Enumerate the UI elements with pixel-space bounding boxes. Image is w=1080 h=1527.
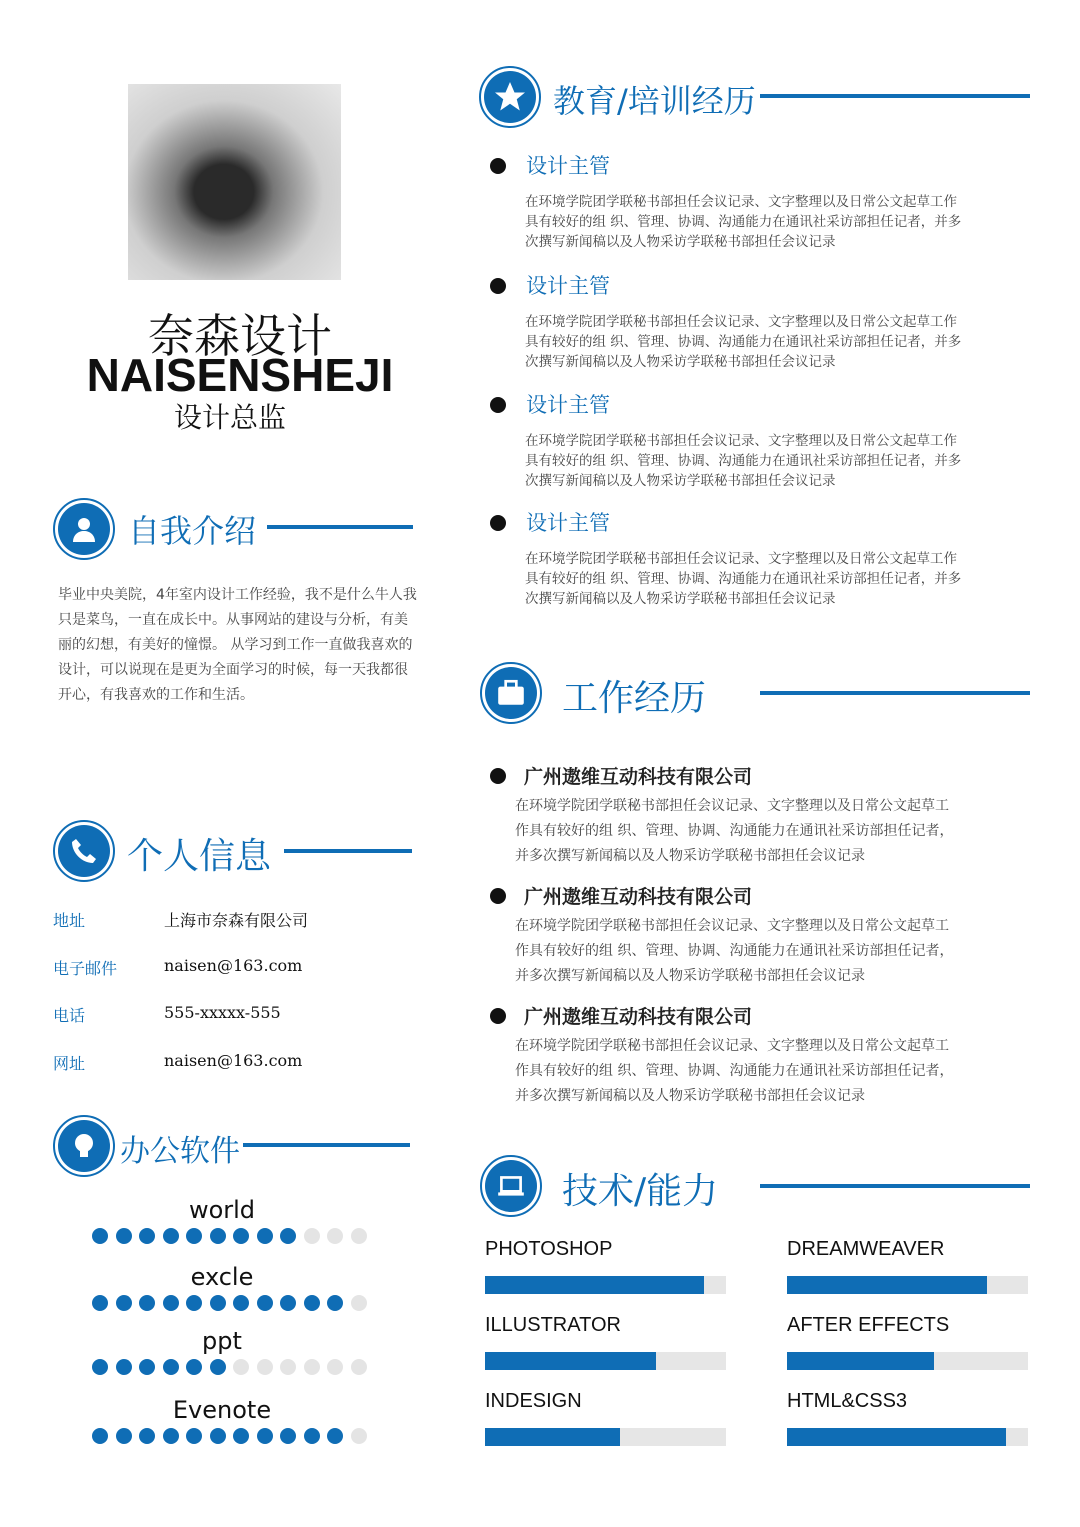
level-dot	[351, 1228, 367, 1244]
level-dot	[327, 1428, 343, 1444]
skill-bar-fill	[787, 1428, 1006, 1446]
level-dot	[257, 1228, 273, 1244]
section-title-info: 个人信息	[127, 836, 272, 877]
level-dot	[304, 1428, 320, 1444]
level-dot	[210, 1359, 226, 1375]
info-row	[53, 1003, 433, 1029]
education-desc: 在环境学院团学联秘书部担任会议记录、文字整理以及日常公文起草工作具有较好的组 织、管理、协调、沟通能力在通讯社采访部担任记者，并多次撰写新闻稿以及人物采访学联秘书部担任会议记录	[525, 551, 962, 607]
skill-dots	[92, 1428, 372, 1444]
skill-bar-fill	[787, 1352, 934, 1370]
level-dot	[304, 1359, 320, 1375]
info-value: naisen@163.com	[164, 955, 303, 975]
level-dot	[233, 1428, 249, 1444]
name-english: NAISENSHEJI	[86, 349, 394, 401]
level-dot	[257, 1359, 273, 1375]
divider	[760, 1184, 1030, 1188]
company-name: 广州遨维互动科技有限公司	[524, 1006, 753, 1028]
company-name: 广州遨维互动科技有限公司	[524, 766, 753, 788]
phone-icon	[53, 820, 115, 882]
job-title: 设计总监	[173, 401, 286, 434]
skill-bar	[485, 1428, 726, 1446]
info-row	[53, 908, 433, 934]
divider	[284, 849, 412, 853]
level-dot	[116, 1228, 132, 1244]
level-dot	[186, 1428, 202, 1444]
section-title-education: 教育/培训经历	[553, 82, 756, 120]
level-dot	[233, 1295, 249, 1311]
skill-bar	[787, 1276, 1028, 1294]
skill-name: ILLUSTRATOR	[485, 1314, 621, 1336]
work-desc: 在环境学院团学联秘书部担任会议记录、文字整理以及日常公文起草工作具有较好的组 织、管理、协调、沟通能力在通讯社采访部担任记者，并多次撰写新闻稿以及人物采访学联秘书部担任会议记录	[515, 918, 954, 984]
bullet-icon	[490, 768, 506, 784]
laptop-icon	[480, 1155, 542, 1217]
level-dot	[351, 1295, 367, 1311]
level-dot	[139, 1428, 155, 1444]
level-dot	[280, 1428, 296, 1444]
bullet-icon	[490, 397, 506, 413]
skill-bar	[485, 1276, 726, 1294]
info-label: 地址	[53, 911, 86, 930]
level-dot	[186, 1359, 202, 1375]
level-dot	[139, 1295, 155, 1311]
profile-photo	[128, 84, 341, 280]
level-dot	[351, 1359, 367, 1375]
divider	[760, 691, 1030, 695]
info-label: 网址	[53, 1053, 86, 1073]
section-title-software: 办公软件	[120, 1134, 240, 1169]
briefcase-icon	[480, 662, 542, 724]
info-label: 电话	[53, 1006, 86, 1025]
skill-bar	[485, 1352, 726, 1370]
level-dot	[139, 1228, 155, 1244]
bullet-icon	[490, 278, 506, 294]
star-icon	[479, 66, 541, 128]
divider	[267, 525, 413, 529]
level-dot	[304, 1295, 320, 1311]
skill-dots	[92, 1359, 372, 1375]
divider	[760, 94, 1030, 98]
education-desc: 在环境学院团学联秘书部担任会议记录、文字整理以及日常公文起草工作具有较好的组 织、管理、协调、沟通能力在通讯社采访部担任记者，并多次撰写新闻稿以及人物采访学联秘书部担任会议记录	[525, 314, 962, 370]
level-dot	[92, 1228, 108, 1244]
level-dot	[163, 1359, 179, 1375]
bullet-icon	[490, 1008, 506, 1024]
education-title: 设计主管	[526, 393, 610, 417]
section-title-intro: 自我介绍	[128, 512, 257, 550]
divider	[243, 1143, 410, 1147]
skill-bar-fill	[485, 1352, 656, 1370]
software-name: ppt	[202, 1327, 242, 1355]
level-dot	[257, 1295, 273, 1311]
level-dot	[92, 1295, 108, 1311]
name-chinese: 奈森设计	[148, 309, 332, 363]
level-dot	[139, 1359, 155, 1375]
education-desc: 在环境学院团学联秘书部担任会议记录、文字整理以及日常公文起草工作具有较好的组 织、管理、协调、沟通能力在通讯社采访部担任记者，并多次撰写新闻稿以及人物采访学联秘书部担任会议记录	[525, 194, 962, 250]
level-dot	[116, 1359, 132, 1375]
section-title-work: 工作经历	[562, 678, 707, 719]
software-item	[92, 1396, 372, 1444]
skill-dots	[92, 1228, 372, 1244]
skill-name: DREAMWEAVER	[787, 1238, 945, 1260]
level-dot	[210, 1428, 226, 1444]
lightbulb-icon	[53, 1115, 115, 1177]
level-dot	[186, 1228, 202, 1244]
skill-bar-fill	[485, 1276, 704, 1294]
software-name: excle	[190, 1263, 254, 1291]
company-name: 广州遨维互动科技有限公司	[524, 886, 753, 908]
skill-bar-fill	[787, 1276, 987, 1294]
info-value: 上海市奈森有限公司	[164, 911, 309, 930]
level-dot	[280, 1295, 296, 1311]
skill-name: HTML&CSS3	[787, 1390, 908, 1412]
skill-name: PHOTOSHOP	[485, 1238, 613, 1260]
software-item	[92, 1196, 372, 1244]
bullet-icon	[490, 888, 506, 904]
info-label: 电子邮件	[53, 958, 118, 978]
info-value: 555-xxxxx-555	[164, 1003, 281, 1022]
education-desc: 在环境学院团学联秘书部担任会议记录、文字整理以及日常公文起草工作具有较好的组 织、管理、协调、沟通能力在通讯社采访部担任记者，并多次撰写新闻稿以及人物采访学联秘书部担任会议记录	[525, 433, 962, 489]
info-row	[53, 956, 433, 982]
level-dot	[92, 1359, 108, 1375]
level-dot	[163, 1428, 179, 1444]
info-value: naisen@163.com	[164, 1050, 303, 1070]
level-dot	[92, 1428, 108, 1444]
level-dot	[257, 1428, 273, 1444]
education-title: 设计主管	[526, 154, 610, 178]
user-icon	[53, 498, 115, 560]
level-dot	[186, 1295, 202, 1311]
skill-bar	[787, 1428, 1028, 1446]
level-dot	[233, 1228, 249, 1244]
work-desc: 在环境学院团学联秘书部担任会议记录、文字整理以及日常公文起草工作具有较好的组 织、管理、协调、沟通能力在通讯社采访部担任记者，并多次撰写新闻稿以及人物采访学联秘书部担任会议记录	[515, 798, 954, 864]
skill-bar	[787, 1352, 1028, 1370]
level-dot	[163, 1228, 179, 1244]
intro-text: 毕业中央美院，4年室内设计工作经验，我不是什么牛人我只是菜鸟，一直在成长中。从事网站的建设与分析，有美丽的幻想，有美好的憧憬。 从学习到工作一直做我喜欢的设计，可以说现在是更为全面学习的时候，每一天我都很开心，有我喜欢的工作和生活。	[58, 587, 417, 703]
level-dot	[210, 1295, 226, 1311]
bullet-icon	[490, 158, 506, 174]
level-dot	[304, 1228, 320, 1244]
level-dot	[116, 1295, 132, 1311]
software-name: world	[188, 1196, 256, 1224]
skill-name: INDESIGN	[485, 1390, 582, 1412]
level-dot	[233, 1359, 249, 1375]
software-item	[92, 1327, 372, 1375]
level-dot	[280, 1228, 296, 1244]
skill-name: AFTER EFFECTS	[787, 1314, 950, 1336]
skill-bar-fill	[485, 1428, 620, 1446]
level-dot	[327, 1295, 343, 1311]
level-dot	[116, 1428, 132, 1444]
work-desc: 在环境学院团学联秘书部担任会议记录、文字整理以及日常公文起草工作具有较好的组 织、管理、协调、沟通能力在通讯社采访部担任记者，并多次撰写新闻稿以及人物采访学联秘书部担任会议记录	[515, 1038, 954, 1104]
software-item	[92, 1263, 372, 1311]
skill-dots	[92, 1295, 372, 1311]
bullet-icon	[490, 515, 506, 531]
level-dot	[327, 1359, 343, 1375]
level-dot	[210, 1228, 226, 1244]
level-dot	[351, 1428, 367, 1444]
education-title: 设计主管	[526, 511, 610, 535]
section-title-skills: 技术/能力	[562, 1171, 719, 1212]
level-dot	[327, 1228, 343, 1244]
info-row	[53, 1051, 433, 1077]
education-title: 设计主管	[526, 274, 610, 298]
level-dot	[280, 1359, 296, 1375]
level-dot	[163, 1295, 179, 1311]
software-name: Evenote	[172, 1396, 272, 1424]
